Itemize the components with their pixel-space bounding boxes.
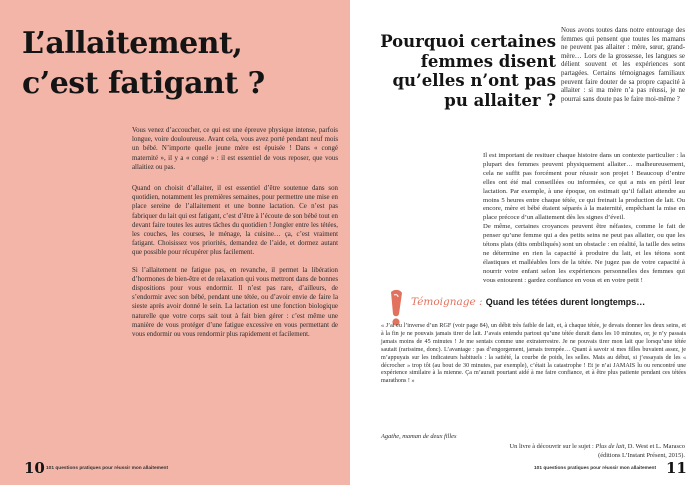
book-reference xyxy=(395,442,685,460)
left-paragraph-1: Vous venez d’accoucher, ce qui est une épreuve physique intense, parfois longue, voire douloureuse. Avant cela, vous avez porté pendant neuf mois un bébé. N’importe quelle jeune mère est épuisée ! Dans « congé maternité », il y a « congé » : il est essentiel de vous reposer, que vous allaitiez ou pas. xyxy=(132,127,338,171)
testimony-quote: « J’ai eu l’inverse d’un RGF (voir page 84), un débit très faible de lait, et, à chaque tétée, je devais donner les deux seins, et à la fin je ne pouvais jamais tirer de lait. J’avais entendu partout qu’une tétée durait dans les 10 minutes, or, je n’y passais jamais moins de 45 minutes ! Je me sentais comme une extraterrestre. Je ne pouvais tirer mon lait que lorsqu’une tétée sautait (rarissime, donc). L’avantage : pas d’engorgement, jamais trempée… Quant à savoir si mes filles buvaient assez, je m’appuyais sur les indicateurs habituels : la satiété, la courbe de poids, les selles. Mais au début, si j’essayais de les « décrocher » trop tôt (au bout de 30 minutes, par exemple), c’était la catastrophe ! Et je n’ai JAMAIS lu ou rencontré une expérience similaire à la mienne. Ça m’aurait pourtant aidé à me faire confiance, et à être plus patiente pendant ces tétées marathons ! » xyxy=(381,323,686,385)
exclamation-icon xyxy=(385,289,407,327)
book-ref-authors: D. West et L. Marasco xyxy=(627,443,685,450)
page-number-left: 10 xyxy=(24,459,45,477)
intro-paragraph: Nous avons toutes dans notre entourage des femmes qui pensent que toutes les mamans ne peuvent pas allaiter : mère, sœur, grand-mère… Lors de la grossesse, les langues se délient souvent et les expériences sont partagées. Certains témoignages familiaux peuvent faire douter de sa propre capacité à allaiter : si ma mère n’a pas réussi, je ne pourrai sans doute pas le faire moi-même ? xyxy=(561,27,685,103)
book-ref-publisher: (éditions L’Instant Présent, 2015). xyxy=(598,452,685,459)
left-paragraph-3: Si l’allaitement ne fatigue pas, en revanche, il permet la libération d’hormones de bien-être et de relaxation qui vous mettront dans de bonnes dispositions pour vous endormir. Il n’est pas rare, d’ailleurs, de s’endormir avec son bébé, pendant une tétée, ou d’avoir envie de faire la sieste après avoir donné le sein. La lactation est une fonction biologique naturelle que votre corps sait tout à fait bien gérer : c’est même une manière de vous protéger d’une fatigue excessive en vous permettant de vous endormir ou vous rendormir plus rapidement et facilement. xyxy=(132,266,338,339)
book-ref-title: Plus de lait, xyxy=(595,443,627,450)
right-paragraph-1: Il est important de resituer chaque histoire dans un contexte particulier : la plupart des femmes peuvent physiquement allaiter… malheureusement, cela ne suffit pas forcément pour réussir son projet ! Beaucoup d’entre elles ont été mal conseillées ou informées, ce qui a mis en péril leur lactation. Par exemple, à une époque, on estimait qu’il fallait attendre au moins 5 heures entre chaque tétée, ce qui freinait la production de lait. Ou encore, mère et bébé étaient séparés à la maternité, empêchant la mise en place précoce d’un allaitement dès les signes d’éveil. xyxy=(483,152,685,222)
right-body-column xyxy=(483,152,685,286)
running-title-right: 101 questions pratiques pour réussir mon allaitement xyxy=(534,466,657,471)
testimony-label: Témoignage : xyxy=(411,296,483,308)
book-ref-prefix: Un livre à découvrir sur le sujet : xyxy=(509,443,594,450)
page-title xyxy=(22,24,342,104)
testimony-title: Quand les tétées durent longtemps… xyxy=(485,297,646,307)
section-heading: Pourquoi certaines femmes disent qu’elles n’ont pas pu allaiter ? xyxy=(380,32,556,110)
left-body-column xyxy=(132,126,338,347)
page-title-line2: c’est fatigant ? xyxy=(22,66,265,101)
page-number-right: 11 xyxy=(666,459,687,477)
left-paragraph-2: Quand on choisit d’allaiter, il est essentiel d’être soutenue dans son quotidien, notamment les premières semaines, pour permettre une mise en place sereine de l’allaitement et une bonne lactation. Ce n’est pas fabriquer du lait qui est fatigant, c’est d’être à l’écoute de son bébé tout en devant faire toutes les autres tâches du quotidien ! Jongler entre les tétées, les couches, les courses, le ménage, la cuisine… ça, c’est vraiment fatigant. Choisissez vos priorités, demandez de l’aide, et dormez autant que possible pour récupérer plus facilement. xyxy=(132,185,338,257)
testimony-heading xyxy=(411,296,645,308)
testimony-signature: Agathe, maman de deux filles xyxy=(381,433,457,440)
right-paragraph-2: De même, certaines croyances peuvent être néfastes, comme le fait de penser qu’une femme qui a des petits seins ne peut pas allaiter, ou que les tétons plats (dits ombiliqués) sont un obstacle : en réalité, la taille des seins ne détermine en rien la capacité à produire du lait, et les tétons sont élastiques et malléables lors de la tétée. Ne jugez pas de votre capacité à nourrir votre enfant selon les expériences personnelles des femmes qui vous entourent : gardez confiance en vous et en votre petit ! xyxy=(483,223,685,284)
page-title-line1: L’allaitement, xyxy=(22,26,243,61)
running-title-left: 101 questions pratiques pour réussir mon allaitement xyxy=(46,466,169,471)
